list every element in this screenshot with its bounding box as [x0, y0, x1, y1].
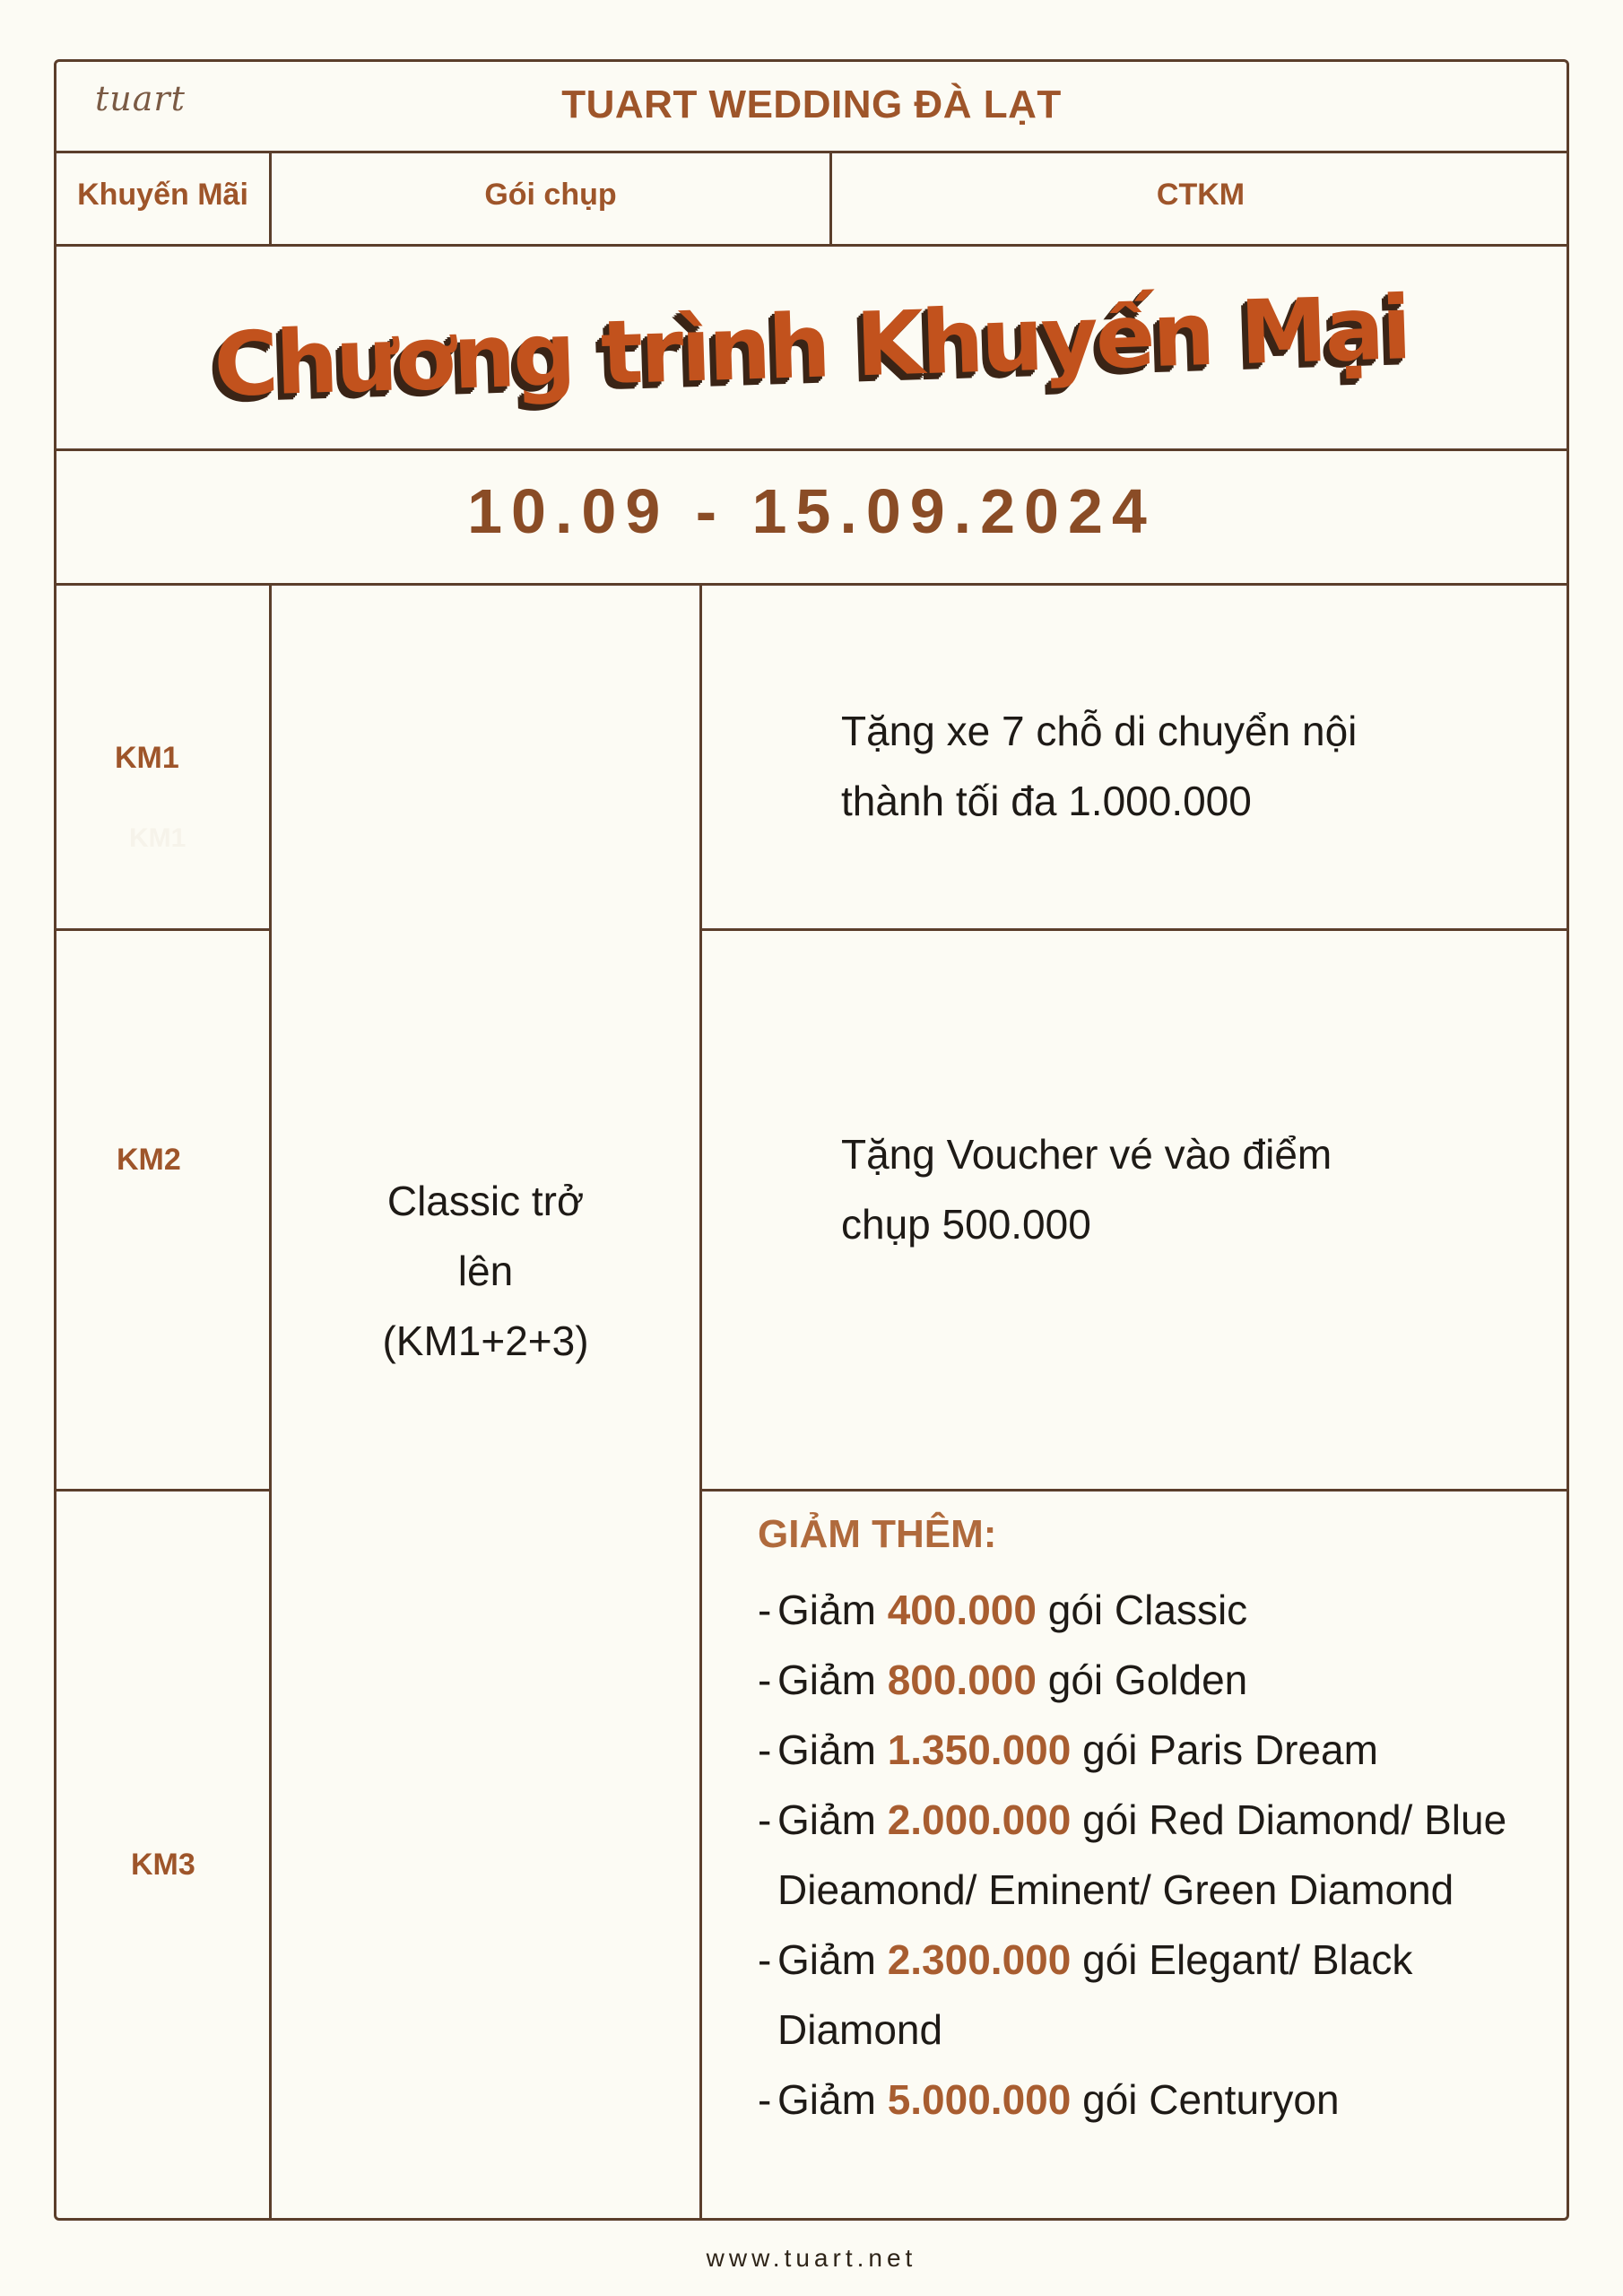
dash: -	[758, 2076, 772, 2123]
km1-ghost-label: KM1	[129, 823, 187, 853]
divider	[269, 585, 272, 2219]
dash: -	[758, 1657, 772, 1703]
divider	[54, 1489, 272, 1492]
discount-package: gói Elegant/ Black Diamond	[777, 1936, 1413, 2053]
column-header-ctkm: CTKM	[1156, 178, 1245, 212]
discount-item	[758, 1645, 1529, 1715]
divider	[54, 151, 1569, 153]
km1-line: Tặng xe 7 chỗ di chuyển nội	[841, 708, 1358, 754]
discount-prefix: Giảm	[777, 2076, 888, 2123]
km3-label: KM3	[131, 1848, 195, 1882]
discount-amount: 5.000.000	[887, 2076, 1072, 2123]
discount-prefix: Giảm	[777, 1936, 888, 1983]
discount-package: gói Golden	[1036, 1657, 1248, 1703]
tuart-logo: tuart	[95, 79, 186, 118]
dash: -	[758, 1936, 772, 1983]
brand-title: TUART WEDDING ĐÀ LẠT	[561, 83, 1062, 126]
km2-description	[841, 1119, 1541, 1259]
divider	[54, 244, 1569, 247]
divider	[54, 583, 1569, 586]
discount-item	[758, 1785, 1529, 1925]
divider	[699, 585, 702, 2219]
column-header-package: Gói chụp	[484, 178, 617, 212]
package-line: (KM1+2+3)	[382, 1318, 589, 1364]
discount-item	[758, 2065, 1529, 2135]
km2-line: chụp 500.000	[841, 1201, 1091, 1248]
discount-amount: 2.300.000	[887, 1936, 1072, 1983]
discount-list	[758, 1575, 1529, 2135]
discount-amount: 1.350.000	[887, 1726, 1072, 1773]
km3-heading: GIẢM THÊM:	[758, 1512, 997, 1556]
discount-amount: 400.000	[887, 1587, 1037, 1633]
package-line: Classic trở	[386, 1178, 585, 1224]
footer-url: www.tuart.net	[706, 2244, 917, 2272]
discount-item	[758, 1575, 1529, 1645]
divider	[54, 928, 272, 931]
divider	[699, 928, 1569, 931]
discount-item	[758, 1925, 1529, 2065]
discount-package: gói Paris Dream	[1071, 1726, 1378, 1773]
dash: -	[758, 1726, 772, 1773]
dash: -	[758, 1587, 772, 1633]
dash: -	[758, 1796, 772, 1843]
discount-prefix: Giảm	[777, 1657, 888, 1703]
page-title: Chương trình Khuyến Mại	[212, 277, 1411, 417]
km2-line: Tặng Voucher vé vào điểm	[841, 1131, 1332, 1178]
column-header-promo: Khuyến Mãi	[77, 178, 248, 212]
discount-item	[758, 1715, 1529, 1785]
km2-label: KM2	[117, 1143, 181, 1177]
discount-package: gói Classic	[1036, 1587, 1248, 1633]
km1-description	[841, 696, 1541, 836]
promo-dates: 10.09 - 15.09.2024	[467, 476, 1156, 546]
discount-amount: 800.000	[887, 1657, 1037, 1703]
package-line: lên	[457, 1248, 514, 1294]
discount-prefix: Giảm	[777, 1726, 888, 1773]
discount-package: gói Red Diamond/ Blue Dieamond/ Eminent/ Green Diamond	[777, 1796, 1507, 1913]
discount-amount: 2.000.000	[887, 1796, 1072, 1843]
discount-prefix: Giảm	[777, 1796, 888, 1843]
km1-label: KM1	[115, 741, 179, 775]
discount-prefix: Giảm	[777, 1587, 888, 1633]
divider	[699, 1489, 1569, 1492]
divider	[54, 448, 1569, 451]
discount-package: gói Centuryon	[1071, 2076, 1340, 2123]
package-cell	[272, 1166, 699, 1376]
km1-line: thành tối đa 1.000.000	[841, 778, 1252, 824]
